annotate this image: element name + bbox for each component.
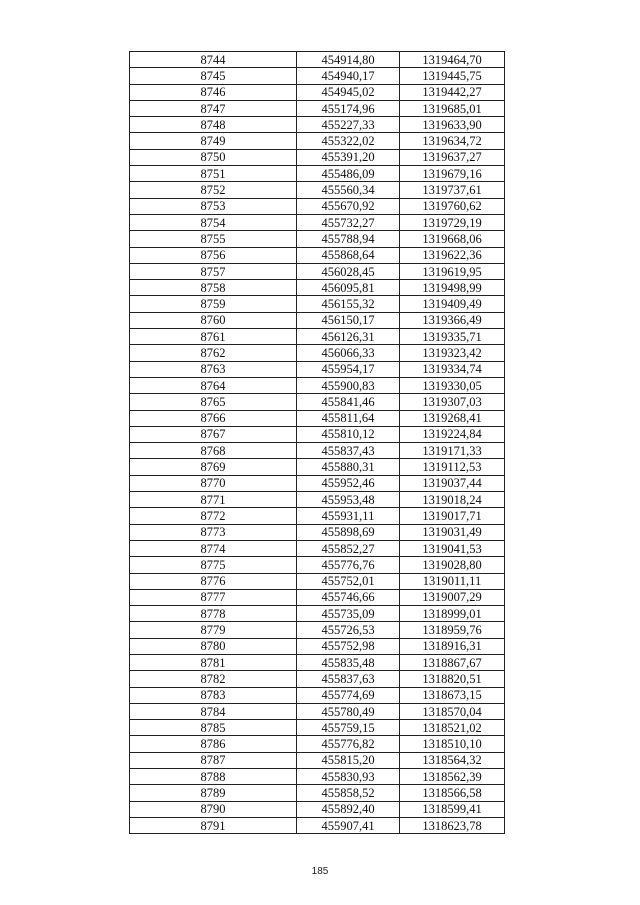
y-coordinate-cell: 1319637,27: [400, 149, 505, 165]
y-coordinate-cell: 1318599,41: [400, 801, 505, 817]
point-number-cell: 8784: [130, 703, 297, 719]
point-number-cell: 8772: [130, 508, 297, 524]
point-number-cell: 8785: [130, 720, 297, 736]
table-row: [130, 84, 505, 100]
point-number-cell: 8791: [130, 817, 297, 833]
table-row: [130, 280, 505, 296]
x-coordinate-cell: 455788,94: [297, 231, 400, 247]
point-number-cell: 8790: [130, 801, 297, 817]
point-number-cell: 8764: [130, 377, 297, 393]
x-coordinate-cell: 455391,20: [297, 149, 400, 165]
table-row: [130, 687, 505, 703]
point-number-cell: 8781: [130, 654, 297, 670]
point-number-cell: 8755: [130, 231, 297, 247]
point-number-cell: 8782: [130, 671, 297, 687]
table-row: [130, 263, 505, 279]
y-coordinate-cell: 1319335,71: [400, 329, 505, 345]
x-coordinate-cell: 455837,63: [297, 671, 400, 687]
table-row: [130, 133, 505, 149]
point-number-cell: 8754: [130, 214, 297, 230]
x-coordinate-cell: 455811,64: [297, 410, 400, 426]
y-coordinate-cell: 1319268,41: [400, 410, 505, 426]
y-coordinate-cell: 1318959,76: [400, 622, 505, 638]
point-number-cell: 8763: [130, 361, 297, 377]
x-coordinate-cell: 455322,02: [297, 133, 400, 149]
x-coordinate-cell: 456028,45: [297, 263, 400, 279]
x-coordinate-cell: 455776,82: [297, 736, 400, 752]
table-row: [130, 117, 505, 133]
y-coordinate-cell: 1319224,84: [400, 426, 505, 442]
y-coordinate-cell: 1319041,53: [400, 540, 505, 556]
table-row: [130, 312, 505, 328]
table-row: [130, 671, 505, 687]
y-coordinate-cell: 1318570,04: [400, 703, 505, 719]
coordinates-table-body: [130, 52, 505, 834]
y-coordinate-cell: 1319112,53: [400, 459, 505, 475]
y-coordinate-cell: 1319334,74: [400, 361, 505, 377]
x-coordinate-cell: 455815,20: [297, 752, 400, 768]
table-row: [130, 540, 505, 556]
table-row: [130, 149, 505, 165]
table-row: [130, 247, 505, 263]
x-coordinate-cell: 455830,93: [297, 769, 400, 785]
point-number-cell: 8788: [130, 769, 297, 785]
y-coordinate-cell: 1319464,70: [400, 52, 505, 68]
x-coordinate-cell: 455898,69: [297, 524, 400, 540]
table-row: [130, 785, 505, 801]
table-row: [130, 68, 505, 84]
point-number-cell: 8769: [130, 459, 297, 475]
y-coordinate-cell: 1319442,27: [400, 84, 505, 100]
point-number-cell: 8744: [130, 52, 297, 68]
table-row: [130, 752, 505, 768]
x-coordinate-cell: 455227,33: [297, 117, 400, 133]
x-coordinate-cell: 455852,27: [297, 540, 400, 556]
y-coordinate-cell: 1318999,01: [400, 606, 505, 622]
point-number-cell: 8766: [130, 410, 297, 426]
point-number-cell: 8745: [130, 68, 297, 84]
table-row: [130, 524, 505, 540]
y-coordinate-cell: 1319018,24: [400, 492, 505, 508]
x-coordinate-cell: 455907,41: [297, 817, 400, 833]
y-coordinate-cell: 1319366,49: [400, 312, 505, 328]
point-number-cell: 8756: [130, 247, 297, 263]
point-number-cell: 8762: [130, 345, 297, 361]
point-number-cell: 8748: [130, 117, 297, 133]
table-row: [130, 166, 505, 182]
table-row: [130, 492, 505, 508]
x-coordinate-cell: 456150,17: [297, 312, 400, 328]
x-coordinate-cell: 455954,17: [297, 361, 400, 377]
point-number-cell: 8783: [130, 687, 297, 703]
table-row: [130, 703, 505, 719]
point-number-cell: 8752: [130, 182, 297, 198]
table-row: [130, 345, 505, 361]
x-coordinate-cell: 455868,64: [297, 247, 400, 263]
point-number-cell: 8770: [130, 475, 297, 491]
x-coordinate-cell: 455752,98: [297, 638, 400, 654]
y-coordinate-cell: 1319007,29: [400, 589, 505, 605]
y-coordinate-cell: 1319634,72: [400, 133, 505, 149]
x-coordinate-cell: 455746,66: [297, 589, 400, 605]
x-coordinate-cell: 455810,12: [297, 426, 400, 442]
y-coordinate-cell: 1318510,10: [400, 736, 505, 752]
y-coordinate-cell: 1319679,16: [400, 166, 505, 182]
table-row: [130, 52, 505, 68]
y-coordinate-cell: 1319171,33: [400, 443, 505, 459]
table-row: [130, 475, 505, 491]
x-coordinate-cell: 456095,81: [297, 280, 400, 296]
point-number-cell: 8758: [130, 280, 297, 296]
y-coordinate-cell: 1319445,75: [400, 68, 505, 84]
table-row: [130, 214, 505, 230]
table-row: [130, 508, 505, 524]
point-number-cell: 8759: [130, 296, 297, 312]
x-coordinate-cell: 455931,11: [297, 508, 400, 524]
table-row: [130, 410, 505, 426]
x-coordinate-cell: 454945,02: [297, 84, 400, 100]
y-coordinate-cell: 1319037,44: [400, 475, 505, 491]
y-coordinate-cell: 1319031,49: [400, 524, 505, 540]
point-number-cell: 8778: [130, 606, 297, 622]
y-coordinate-cell: 1319668,06: [400, 231, 505, 247]
point-number-cell: 8775: [130, 557, 297, 573]
x-coordinate-cell: 455952,46: [297, 475, 400, 491]
x-coordinate-cell: 455892,40: [297, 801, 400, 817]
point-number-cell: 8777: [130, 589, 297, 605]
x-coordinate-cell: 455900,83: [297, 377, 400, 393]
point-number-cell: 8760: [130, 312, 297, 328]
x-coordinate-cell: 455835,48: [297, 654, 400, 670]
y-coordinate-cell: 1319307,03: [400, 394, 505, 410]
y-coordinate-cell: 1319028,80: [400, 557, 505, 573]
x-coordinate-cell: 455735,09: [297, 606, 400, 622]
x-coordinate-cell: 454940,17: [297, 68, 400, 84]
x-coordinate-cell: 455858,52: [297, 785, 400, 801]
x-coordinate-cell: 456155,32: [297, 296, 400, 312]
x-coordinate-cell: 455726,53: [297, 622, 400, 638]
table-row: [130, 817, 505, 833]
x-coordinate-cell: 455953,48: [297, 492, 400, 508]
table-row: [130, 443, 505, 459]
y-coordinate-cell: 1318566,58: [400, 785, 505, 801]
point-number-cell: 8747: [130, 100, 297, 116]
x-coordinate-cell: 455776,76: [297, 557, 400, 573]
point-number-cell: 8789: [130, 785, 297, 801]
x-coordinate-cell: 455759,15: [297, 720, 400, 736]
y-coordinate-cell: 1319737,61: [400, 182, 505, 198]
x-coordinate-cell: 454914,80: [297, 52, 400, 68]
table-row: [130, 622, 505, 638]
table-row: [130, 361, 505, 377]
table-row: [130, 182, 505, 198]
x-coordinate-cell: 455732,27: [297, 214, 400, 230]
table-row: [130, 459, 505, 475]
point-number-cell: 8787: [130, 752, 297, 768]
point-number-cell: 8780: [130, 638, 297, 654]
x-coordinate-cell: 455774,69: [297, 687, 400, 703]
y-coordinate-cell: 1319619,95: [400, 263, 505, 279]
table-row: [130, 720, 505, 736]
coordinates-table: [129, 51, 505, 834]
table-row: [130, 296, 505, 312]
x-coordinate-cell: 455880,31: [297, 459, 400, 475]
point-number-cell: 8751: [130, 166, 297, 182]
point-number-cell: 8750: [130, 149, 297, 165]
point-number-cell: 8786: [130, 736, 297, 752]
y-coordinate-cell: 1319760,62: [400, 198, 505, 214]
table-row: [130, 801, 505, 817]
y-coordinate-cell: 1319498,99: [400, 280, 505, 296]
table-row: [130, 638, 505, 654]
x-coordinate-cell: 455560,34: [297, 182, 400, 198]
point-number-cell: 8761: [130, 329, 297, 345]
x-coordinate-cell: 455670,92: [297, 198, 400, 214]
table-row: [130, 769, 505, 785]
y-coordinate-cell: 1318623,78: [400, 817, 505, 833]
x-coordinate-cell: 455752,01: [297, 573, 400, 589]
point-number-cell: 8774: [130, 540, 297, 556]
point-number-cell: 8779: [130, 622, 297, 638]
y-coordinate-cell: 1319729,19: [400, 214, 505, 230]
point-number-cell: 8768: [130, 443, 297, 459]
table-row: [130, 736, 505, 752]
point-number-cell: 8773: [130, 524, 297, 540]
point-number-cell: 8753: [130, 198, 297, 214]
y-coordinate-cell: 1318916,31: [400, 638, 505, 654]
y-coordinate-cell: 1319017,71: [400, 508, 505, 524]
table-row: [130, 394, 505, 410]
table-row: [130, 573, 505, 589]
table-row: [130, 654, 505, 670]
table-row: [130, 329, 505, 345]
x-coordinate-cell: 456126,31: [297, 329, 400, 345]
x-coordinate-cell: 455841,46: [297, 394, 400, 410]
point-number-cell: 8771: [130, 492, 297, 508]
y-coordinate-cell: 1319011,11: [400, 573, 505, 589]
y-coordinate-cell: 1319685,01: [400, 100, 505, 116]
point-number-cell: 8749: [130, 133, 297, 149]
table-row: [130, 557, 505, 573]
y-coordinate-cell: 1319409,49: [400, 296, 505, 312]
table-row: [130, 589, 505, 605]
y-coordinate-cell: 1319330,05: [400, 377, 505, 393]
table-row: [130, 606, 505, 622]
y-coordinate-cell: 1318562,39: [400, 769, 505, 785]
table-row: [130, 231, 505, 247]
point-number-cell: 8767: [130, 426, 297, 442]
point-number-cell: 8765: [130, 394, 297, 410]
point-number-cell: 8746: [130, 84, 297, 100]
x-coordinate-cell: 455174,96: [297, 100, 400, 116]
y-coordinate-cell: 1318564,32: [400, 752, 505, 768]
point-number-cell: 8757: [130, 263, 297, 279]
x-coordinate-cell: 455780,49: [297, 703, 400, 719]
table-row: [130, 198, 505, 214]
point-number-cell: 8776: [130, 573, 297, 589]
table-row: [130, 377, 505, 393]
x-coordinate-cell: 455486,09: [297, 166, 400, 182]
y-coordinate-cell: 1319622,36: [400, 247, 505, 263]
table-row: [130, 100, 505, 116]
y-coordinate-cell: 1318867,67: [400, 654, 505, 670]
y-coordinate-cell: 1318820,51: [400, 671, 505, 687]
y-coordinate-cell: 1318521,02: [400, 720, 505, 736]
page-number: 185: [311, 866, 329, 877]
y-coordinate-cell: 1319323,42: [400, 345, 505, 361]
x-coordinate-cell: 456066,33: [297, 345, 400, 361]
table-row: [130, 426, 505, 442]
y-coordinate-cell: 1318673,15: [400, 687, 505, 703]
y-coordinate-cell: 1319633,90: [400, 117, 505, 133]
x-coordinate-cell: 455837,43: [297, 443, 400, 459]
